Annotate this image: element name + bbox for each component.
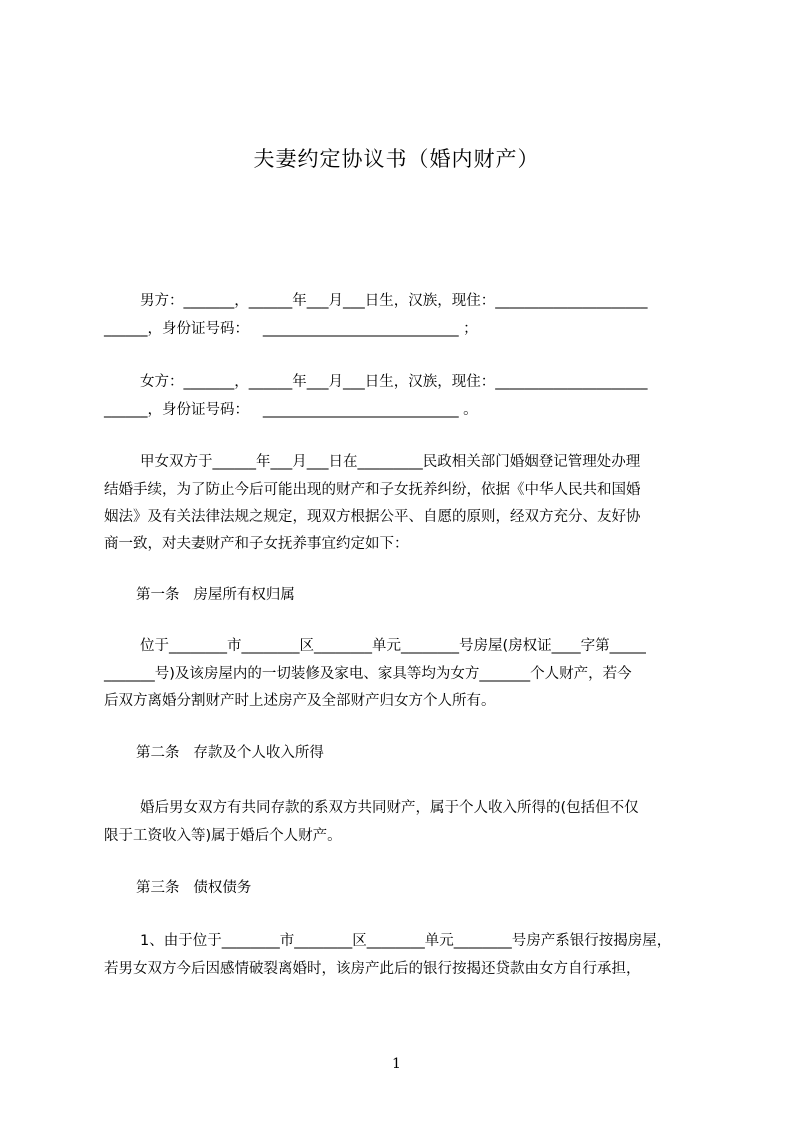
female-party-line-1: 女方：_______，______年___月___日生，汉族，现住：_____________________: [140, 374, 648, 390]
article-1-line-1: 位于________市________区________单元________号房屋(房权证____字第_____: [140, 638, 646, 654]
page-number: 1: [392, 1056, 401, 1072]
article-3-line-2: 若男女双方今后因感情破裂离婚时，该房产此后的银行按揭还贷款由女方自行承担，: [104, 961, 641, 977]
article-1-heading: 第一条 房屋所有权归属: [136, 587, 295, 603]
article-1-line-2: _______号)及该房屋内的一切装修及家电、家具等均为女方_______个人财产，若今: [104, 666, 632, 682]
male-party-line-2: ______，身份证号码： ___________________________ ；: [104, 321, 478, 337]
male-party-line-1: 男方：_______，______年___月___日生，汉族，现住：_____________________: [140, 293, 648, 309]
intro-line-3: 姻法》及有关法律法规之规定，现双方根据公平、自愿的原则，经双方充分、友好协: [104, 509, 641, 525]
article-3-line-1: 1、由于位于________市________区________单元________号房产系银行按揭房屋，: [140, 933, 672, 949]
article-2-line-2: 限于工资收入等)属于婚后个人财产。: [104, 828, 342, 844]
intro-line-2: 结婚手续，为了防止今后可能出现的财产和子女抚养纠纷，依据《中华人民共和国婚: [104, 482, 641, 498]
intro-line-4: 商一致，对夫妻财产和子女抚养事宜约定如下：: [104, 536, 409, 552]
article-1-line-3: 后双方离婚分割财产时上述房产及全部财产归女方个人所有。: [104, 693, 496, 709]
female-party-line-2: ______，身份证号码： ___________________________ 。: [104, 402, 478, 418]
document-title: 夫妻约定协议书（婚内财产）: [253, 147, 540, 171]
article-2-heading: 第二条 存款及个人收入所得: [136, 745, 324, 761]
intro-line-1: 甲女双方于______年___月___日在_________民政相关部门婚姻登记管理处办理: [140, 454, 641, 470]
article-2-line-1: 婚后男女双方有共同存款的系双方共同财产，属于个人收入所得的(包括但不仅: [140, 800, 639, 816]
article-3-heading: 第三条 债权债务: [136, 880, 252, 896]
